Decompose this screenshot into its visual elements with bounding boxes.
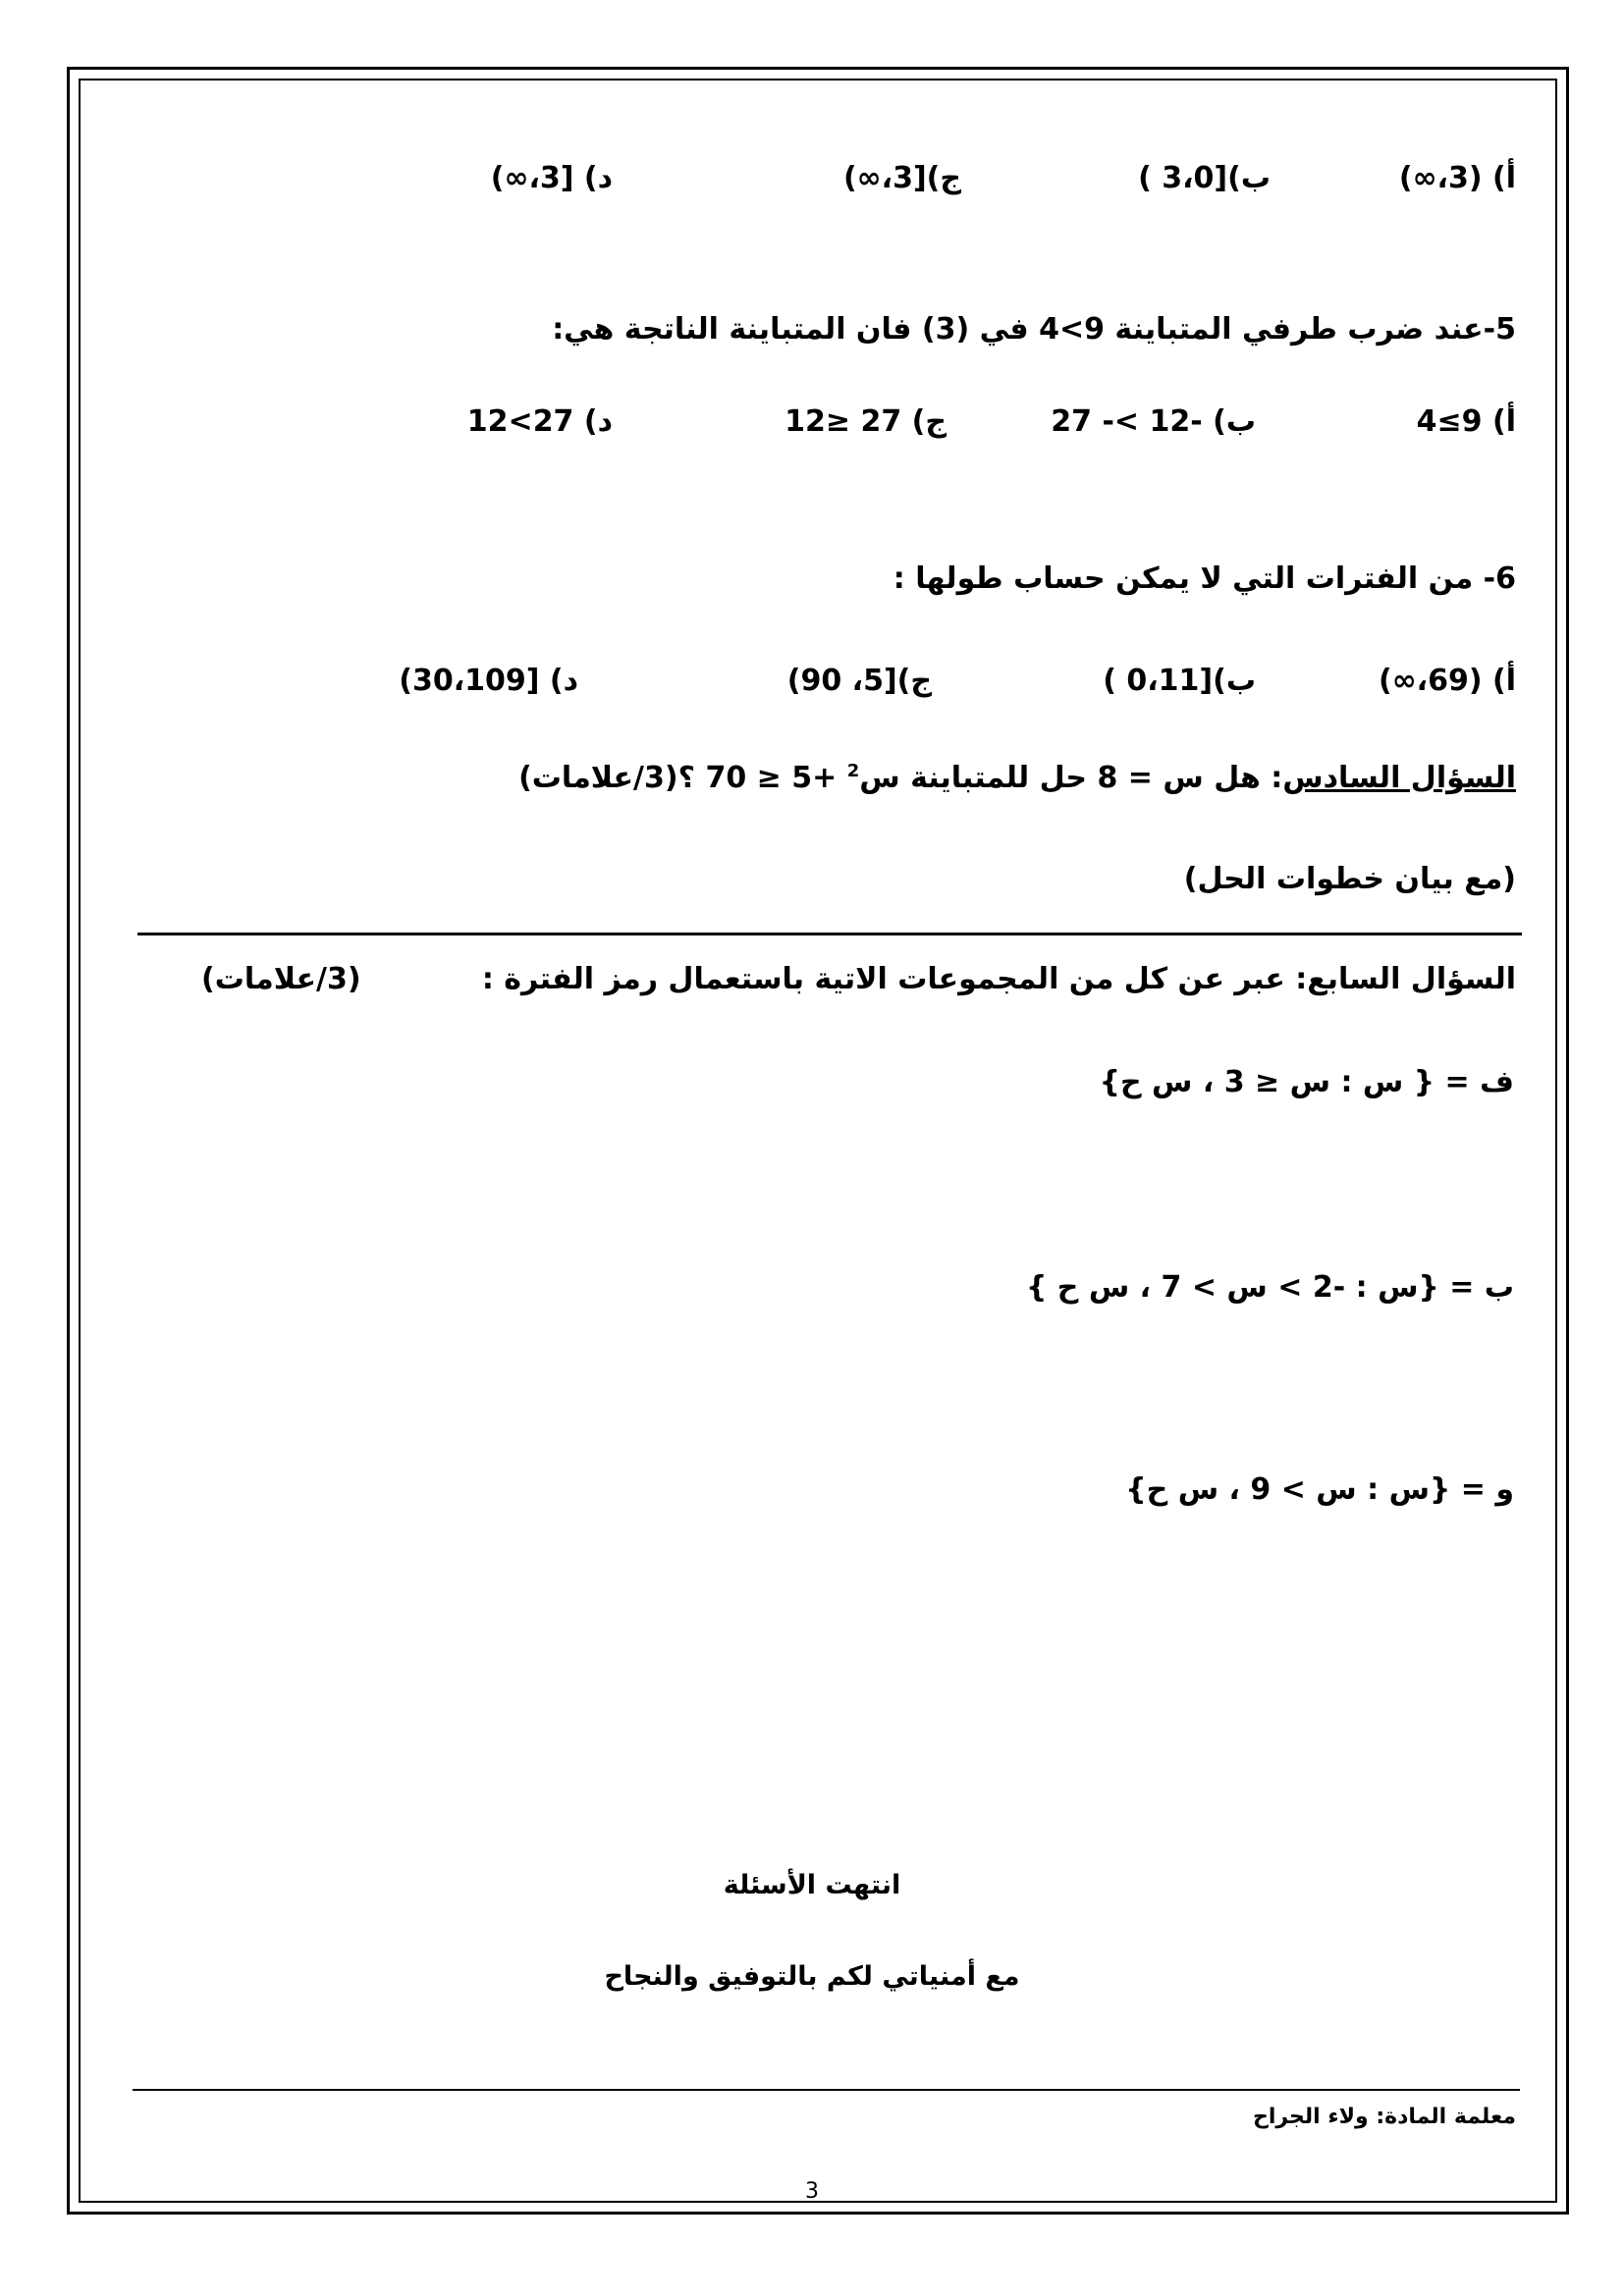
end-of-questions: انتهت الأسئلة <box>723 1870 901 1900</box>
q6-stem: 6- من الفترات التي لا يمكن حساب طولها : <box>893 561 1516 596</box>
q4-option-b: ب)[3،0 ) <box>1138 161 1271 195</box>
q5-option-b: ب) -12 >- 27 <box>1051 404 1256 439</box>
set-w: و = {س : س > 9 ، س ح} <box>1125 1472 1514 1507</box>
question-seven-marks: (3/علامات) <box>201 962 361 996</box>
q4-option-c: ج)[3،∞) <box>842 161 961 195</box>
question-six-note: (مع بيان خطوات الحل) <box>1183 862 1516 896</box>
question-seven-text: السؤال السابع: عبر عن كل من المجموعات الاتية باستعمال رمز الفترة : <box>481 962 1516 996</box>
footer-rule <box>133 2089 1520 2091</box>
q5-stem: 5-عند ضرب طرفي المتباينة 9>4 في (3) فان المتباينة الناتجة هي: <box>552 312 1516 347</box>
q5-option-c: ج) 27 ≤12 <box>785 404 947 439</box>
page-number: 3 <box>805 2179 819 2204</box>
question-six <box>518 761 1516 795</box>
q6-option-b: ب)[0،11 ) <box>1103 664 1256 698</box>
question-six-superscript: 2 <box>846 761 860 781</box>
set-f: ف = { س : س ≤ 3 ، س ح} <box>1099 1065 1514 1099</box>
question-six-text: : هل س = 8 حل للمتباينة س <box>859 761 1283 795</box>
wishes-text: مع أمنياتي لكم بالتوفيق والنجاح <box>604 1961 1020 1992</box>
q5-option-d: د) 27>12 <box>466 404 613 439</box>
set-b: ب = {س : -2 > س > 7 ، س ح } <box>1025 1270 1514 1305</box>
teacher-name: معلمة المادة: ولاء الجراح <box>1252 2105 1516 2129</box>
q4-option-a: أ) (3،∞) <box>1398 161 1516 195</box>
divider <box>137 933 1522 935</box>
q5-option-a: أ) 9≥4 <box>1416 404 1516 439</box>
question-six-text-end: +5 ≤ 70 ؟(3/علامات) <box>518 761 847 795</box>
q6-option-d: د) [30،109) <box>399 664 578 698</box>
q6-option-c: ج)[5، 90) <box>786 664 932 698</box>
q4-option-d: د) [3،∞) <box>490 161 613 195</box>
question-six-label: السؤال السادس <box>1282 761 1516 795</box>
q6-option-a: أ) (69،∞) <box>1378 664 1516 698</box>
